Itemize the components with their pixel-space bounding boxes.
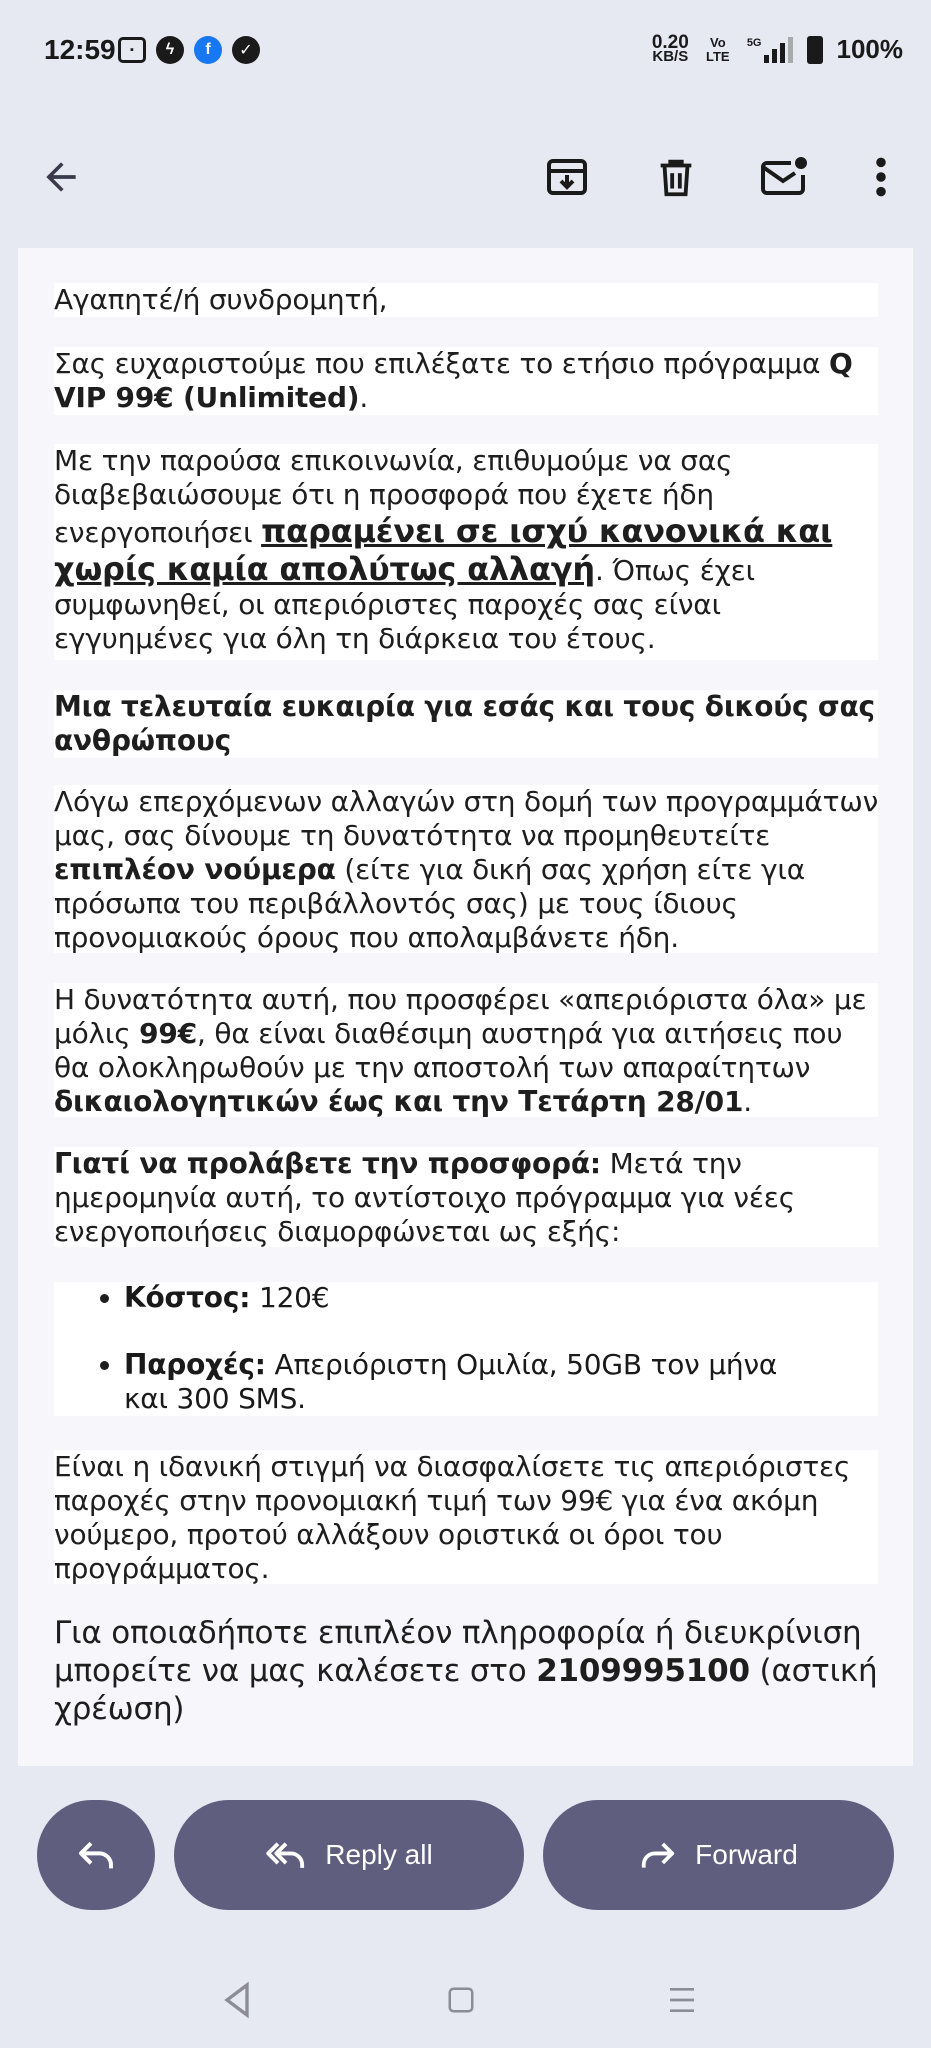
paragraph-deadline: Η δυνατότητα αυτή, που προσφέρει «απεριόριστα όλα» με μόλις 99€, θα είναι διαθέσιμη αυστηρά για αιτήσεις που θα ολοκληρωθούν με την αποστολή των απαραίτητων δικαιολογητικών έως και την Τετάρτη 28/01. — [54, 983, 878, 1117]
paragraph-contact: Για οποιαδήποτε επιπλέον πληροφορία ή διευκρίνιση μπορείτε να μας καλέσετε στο 2109995100 (αστική χρέωση) — [54, 1615, 878, 1727]
list-item: Κόστος: 120€ — [124, 1281, 814, 1315]
paragraph-closing: Είναι η ιδανική στιγμή να διασφαλίσετε τις απεριόριστες παροχές στην προνομιακή τιμή των 99€ για ένα ακόμη νούμερο, προτού αλλάξουν οριστικά οι όροι του προγράμματος. — [54, 1450, 878, 1584]
facebook-icon: f — [194, 36, 222, 64]
network-speed: 0.20 KB/S — [651, 31, 689, 65]
archive-button[interactable] — [532, 142, 602, 212]
arrow-left-icon — [39, 155, 83, 199]
battery-level: 100% — [836, 34, 903, 64]
mark-unread-button[interactable] — [750, 142, 820, 212]
forward-button[interactable] — [543, 1800, 894, 1910]
system-icons — [651, 31, 903, 65]
nav-back-icon[interactable] — [220, 1980, 254, 2020]
signal-icon: 5G — [747, 37, 793, 63]
reply-button[interactable] — [37, 1800, 155, 1910]
more-button[interactable] — [846, 142, 916, 212]
forward-icon — [639, 1838, 677, 1872]
greeting: Αγαπητέ/ή συνδρομητή, — [54, 283, 878, 317]
reply-all-label: Reply all — [325, 1839, 433, 1870]
section-heading: Μια τελευταία ευκαιρία για εσάς και τους δικούς σας ανθρώπους — [54, 690, 878, 758]
trash-icon — [653, 154, 699, 200]
delete-button[interactable] — [641, 142, 711, 212]
shield-icon: ✓ — [232, 36, 260, 64]
status-time: 12:59 — [44, 34, 116, 65]
archive-icon — [543, 153, 591, 201]
volte-icon: Vo LTE — [706, 34, 730, 64]
battery-icon — [807, 36, 823, 64]
paragraph-offer: Λόγω επερχόμενων αλλαγών στη δομή των προγραμμάτων μας, σας δίνουμε τη δυνατότητα να προμηθευτείτε επιπλέον νούμερα (είτε για δική σας χρήση είτε για πρόσωπα του περιβάλλοντός σας) με τους ίδιους προνομιακούς όρους που απολαμβάνετε ήδη. — [54, 785, 879, 954]
paragraph-assurance: Με την παρούσα επικοινωνία, επιθυμούμε να σας διαβεβαιώσουμε ότι η προσφορά που έχετε ήδη ενεργοποιήσει παραμένει σε ισχύ κανονικά και χωρίς καμία απολύτως αλλαγή. Όπως έχει συμφωνηθεί, οι απεριόριστες παροχές σας είναι εγγυημένες για όλη τη διάρκεια του έτους. — [54, 444, 878, 660]
forward-label: Forward — [695, 1839, 798, 1870]
paragraph-why: Γιατί να προλάβετε την προσφορά: Μετά την ημερομηνία αυτή, το αντίστοιχο πρόγραμμα για νέες ενεργοποιήσεις διαμορφώνεται ως εξής: — [54, 1147, 878, 1247]
reply-actions — [0, 1800, 931, 1912]
nav-home-icon[interactable] — [446, 1980, 476, 2020]
system-navigation-bar — [0, 1960, 931, 2048]
list-item: Παροχές: Απεριόριστη Ομιλία, 50GB τον μήνα και 300 SMS. — [124, 1348, 814, 1416]
reply-icon — [76, 1838, 116, 1872]
email-toolbar — [0, 104, 931, 248]
paragraph-intro: Σας ευχαριστούμε που επιλέξατε το ετήσιο πρόγραμμα Q VIP 99€ (Unlimited). — [54, 347, 878, 415]
reply-all-button[interactable] — [174, 1800, 524, 1910]
message-notification-icon: ▪ — [118, 37, 146, 63]
reply-all-icon — [265, 1838, 307, 1872]
more-vert-icon — [871, 155, 891, 199]
mark-unread-icon — [759, 153, 811, 201]
nav-recents-icon[interactable] — [666, 1980, 698, 2020]
back-button[interactable] — [26, 142, 96, 212]
messenger-icon: ϟ — [156, 36, 184, 64]
status-bar — [0, 0, 931, 104]
notification-icons — [118, 36, 260, 64]
